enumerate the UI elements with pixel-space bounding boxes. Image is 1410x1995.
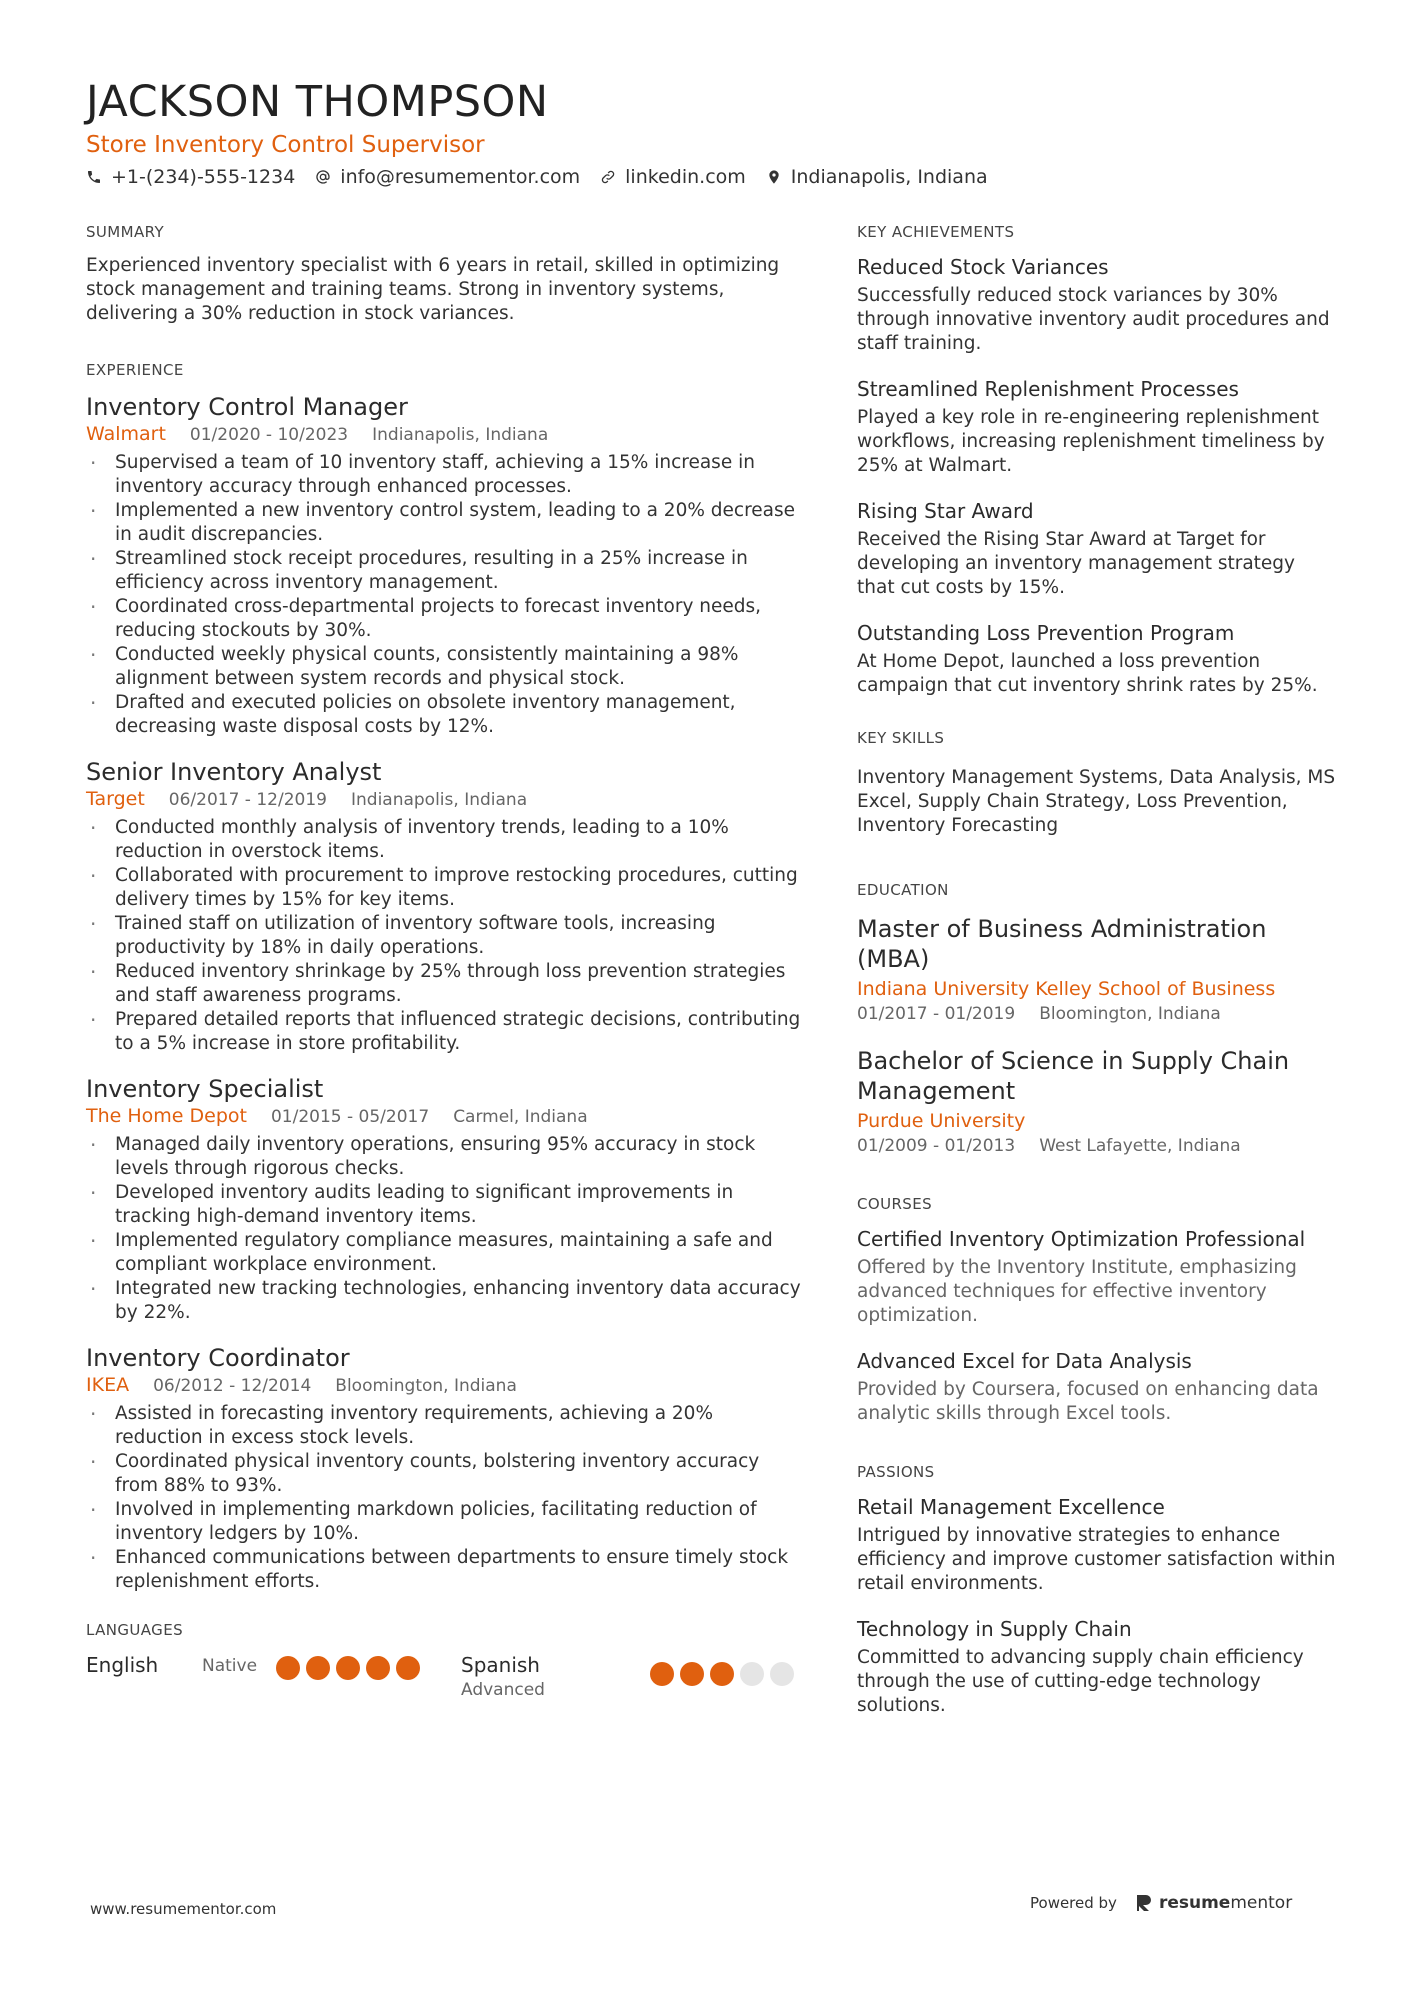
job-entry <box>86 1074 804 1325</box>
bullet-item: · Drafted and executed policies on obsolete inventory management, decreasing waste disposal costs by 12%. <box>86 691 804 739</box>
candidate-name: JACKSON THOMPSON <box>86 77 549 127</box>
education-meta <box>857 1134 1337 1158</box>
bullet-item: · Implemented regulatory compliance measures, maintaining a safe and compliant workplace environment. <box>86 1229 804 1277</box>
language-rating <box>650 1662 794 1686</box>
summary-heading: SUMMARY <box>86 223 165 241</box>
contact-phone <box>86 166 295 188</box>
rating-dot-filled <box>680 1662 704 1686</box>
rating-dot-filled <box>306 1656 330 1680</box>
contact-email-text: info@resumementor.com <box>340 166 581 188</box>
achievement-item <box>857 376 1337 478</box>
left-column <box>86 222 804 1728</box>
contact-linkedin-text: linkedin.com <box>625 166 746 188</box>
at-icon <box>315 169 331 185</box>
job-company: The Home Depot <box>86 1105 247 1127</box>
job-bullets <box>86 816 804 1056</box>
passions-section <box>857 1462 1337 1718</box>
achievement-title: Reduced Stock Variances <box>857 255 1109 279</box>
education-school: Purdue University <box>857 1110 1026 1132</box>
course-item <box>857 1226 1337 1328</box>
education-degree: Bachelor of Science in Supply Chain Management <box>857 1047 1290 1105</box>
job-title: Senior Inventory Analyst <box>86 758 382 786</box>
job-entry <box>86 757 804 1056</box>
job-bullets <box>86 1133 804 1325</box>
job-company: Walmart <box>86 423 166 445</box>
languages-row <box>86 1652 804 1702</box>
bullet-item: · Supervised a team of 10 inventory staff, achieving a 15% increase in inventory accuracy through enhanced processes. <box>86 451 804 499</box>
brand-mark-icon <box>1135 1893 1153 1913</box>
contact-email <box>315 166 580 188</box>
course-desc: Provided by Coursera, focused on enhancing data analytic skills through Excel tools. <box>857 1379 1319 1424</box>
language-level: Native <box>202 1656 258 1676</box>
course-title: Advanced Excel for Data Analysis <box>857 1349 1192 1373</box>
job-dates: 06/2012 - 12/2014 <box>153 1376 312 1396</box>
achievement-desc: Played a key role in re-engineering replenishment workflows, increasing replenishment timeliness by 25% at Walmart. <box>857 407 1325 476</box>
courses-heading: COURSES <box>857 1195 933 1213</box>
achievement-desc: Received the Rising Star Award at Target for developing an inventory management strategy that cut costs by 15%. <box>857 529 1295 598</box>
passion-item <box>857 1616 1337 1718</box>
job-meta <box>86 1373 804 1398</box>
bullet-item: · Prepared detailed reports that influenced strategic decisions, contributing to a 5% increase in store profitability. <box>86 1008 804 1056</box>
footer-branding <box>1030 1893 1292 1913</box>
achievement-title: Rising Star Award <box>857 499 1034 523</box>
passion-title: Retail Management Excellence <box>857 1495 1165 1519</box>
language-spanish <box>461 1652 794 1702</box>
phone-icon <box>86 169 102 185</box>
passion-desc: Intrigued by innovative strategies to enhance efficiency and improve customer satisfaction within retail environments. <box>857 1525 1336 1594</box>
passions-heading: PASSIONS <box>857 1463 935 1481</box>
achievement-item <box>857 620 1337 698</box>
language-level: Advanced <box>461 1680 545 1700</box>
passion-title: Technology in Supply Chain <box>857 1617 1132 1641</box>
education-item <box>857 914 1337 1026</box>
job-dates: 01/2015 - 05/2017 <box>270 1107 430 1127</box>
job-dates: 01/2020 - 10/2023 <box>189 425 349 445</box>
course-item <box>857 1348 1337 1426</box>
education-school: Indiana University Kelley School of Business <box>857 978 1276 1000</box>
brand-name-bold: resume <box>1158 1893 1231 1913</box>
bullet-item: · Trained staff on utilization of inventory software tools, increasing productivity by 18% in daily operations. <box>86 912 804 960</box>
achievement-title: Outstanding Loss Prevention Program <box>857 621 1235 645</box>
right-column <box>857 222 1337 1744</box>
education-meta <box>857 1002 1337 1026</box>
course-desc: Offered by the Inventory Institute, emphasizing advanced techniques for effective inventory optimization. <box>857 1257 1297 1326</box>
education-dates: 01/2009 - 01/2013 <box>857 1136 1016 1156</box>
bullet-item: · Enhanced communications between departments to ensure timely stock replenishment efforts. <box>86 1546 804 1594</box>
achievements-section <box>857 222 1337 698</box>
job-bullets <box>86 1402 804 1594</box>
job-location: Indianapolis, Indiana <box>350 790 528 810</box>
bullet-item: · Conducted weekly physical counts, consistently maintaining a 98% alignment between system records and physical stock. <box>86 643 804 691</box>
bullet-item: · Assisted in forecasting inventory requirements, achieving a 20% reduction in excess stock levels. <box>86 1402 804 1450</box>
job-meta <box>86 787 804 812</box>
job-location: Carmel, Indiana <box>453 1107 588 1127</box>
summary-text: Experienced inventory specialist with 6 years in retail, skilled in optimizing stock management and training teams. Strong in inventory systems, delivering a 30% reduction in stock variances. <box>86 255 780 324</box>
bullet-item: · Streamlined stock receipt procedures, resulting in a 25% increase in efficiency across inventory management. <box>86 547 804 595</box>
contact-location-text: Indianapolis, Indiana <box>790 166 988 188</box>
achievements-heading: KEY ACHIEVEMENTS <box>857 223 1015 241</box>
job-meta <box>86 422 804 447</box>
achievement-item <box>857 498 1337 600</box>
bullet-item: · Developed inventory audits leading to significant improvements in tracking high-demand inventory items. <box>86 1181 804 1229</box>
powered-by-label: Powered by <box>1030 1894 1117 1912</box>
job-dates: 06/2017 - 12/2019 <box>168 790 327 810</box>
bullet-item: · Implemented a new inventory control system, leading to a 20% decrease in audit discrepancies. <box>86 499 804 547</box>
skills-section <box>857 728 1337 838</box>
language-rating <box>276 1656 420 1680</box>
bullet-item: · Involved in implementing markdown policies, facilitating reduction of inventory ledgers by 10%. <box>86 1498 804 1546</box>
job-location: Indianapolis, Indiana <box>372 425 549 445</box>
education-location: West Lafayette, Indiana <box>1039 1136 1241 1156</box>
contact-phone-text: +1-(234)-555-1234 <box>111 166 296 188</box>
job-bullets <box>86 451 804 739</box>
brand-logo[interactable] <box>1135 1893 1292 1913</box>
achievement-item <box>857 254 1337 356</box>
bullet-item: · Coordinated physical inventory counts, bolstering inventory accuracy from 88% to 93%. <box>86 1450 804 1498</box>
bullet-item: · Coordinated cross-departmental projects to forecast inventory needs, reducing stockouts by 30%. <box>86 595 804 643</box>
education-dates: 01/2017 - 01/2019 <box>857 1004 1016 1024</box>
achievement-desc: At Home Depot, launched a loss prevention campaign that cut inventory shrink rates by 25%. <box>857 651 1318 696</box>
rating-dot-empty <box>740 1662 764 1686</box>
brand-name-rest: mentor <box>1230 1893 1293 1913</box>
job-company: IKEA <box>86 1374 130 1396</box>
education-item <box>857 1046 1337 1158</box>
job-location: Bloomington, Indiana <box>335 1376 517 1396</box>
education-degree: Master of Business Administration (MBA) <box>857 915 1267 973</box>
candidate-title: Store Inventory Control Supervisor <box>86 132 485 158</box>
achievement-desc: Successfully reduced stock variances by 30% through innovative inventory audit procedures and staff training. <box>857 285 1330 354</box>
location-icon <box>766 169 782 185</box>
footer-website[interactable]: www.resumementor.com <box>90 1900 277 1918</box>
job-title: Inventory Control Manager <box>86 393 408 421</box>
education-location: Bloomington, Indiana <box>1039 1004 1221 1024</box>
experience-heading: EXPERIENCE <box>86 361 184 379</box>
link-icon <box>600 169 616 185</box>
languages-heading: LANGUAGES <box>86 1621 184 1639</box>
job-entry <box>86 1343 804 1594</box>
contact-location <box>766 166 988 188</box>
rating-dot-filled <box>710 1662 734 1686</box>
rating-dot-filled <box>650 1662 674 1686</box>
rating-dot-filled <box>366 1656 390 1680</box>
rating-dot-filled <box>336 1656 360 1680</box>
job-title: Inventory Specialist <box>86 1075 324 1103</box>
bullet-item: · Collaborated with procurement to improve restocking procedures, cutting delivery times by 15% for key items. <box>86 864 804 912</box>
languages-section <box>86 1620 804 1702</box>
education-section <box>857 880 1337 1158</box>
course-title: Certified Inventory Optimization Professional <box>857 1227 1306 1251</box>
language-name: English <box>86 1653 159 1677</box>
skills-heading: KEY SKILLS <box>857 729 945 747</box>
skills-text: Inventory Management Systems, Data Analysis, MS Excel, Supply Chain Strategy, Loss Prevention, Inventory Forecasting <box>857 767 1336 836</box>
passion-desc: Committed to advancing supply chain efficiency through the use of cutting-edge technology solutions. <box>857 1647 1304 1716</box>
rating-dot-filled <box>396 1656 420 1680</box>
job-entry <box>86 392 804 739</box>
bullet-item: · Integrated new tracking technologies, enhancing inventory data accuracy by 22%. <box>86 1277 804 1325</box>
job-meta <box>86 1104 804 1129</box>
passion-item <box>857 1494 1337 1596</box>
bullet-item: · Conducted monthly analysis of inventory trends, leading to a 10% reduction in overstock items. <box>86 816 804 864</box>
bullet-item: · Reduced inventory shrinkage by 25% through loss prevention strategies and staff awareness programs. <box>86 960 804 1008</box>
contact-row <box>86 166 1336 188</box>
bullet-item: · Managed daily inventory operations, ensuring 95% accuracy in stock levels through rigorous checks. <box>86 1133 804 1181</box>
language-name: Spanish <box>461 1653 540 1677</box>
summary-section <box>86 222 804 326</box>
contact-linkedin <box>600 166 746 188</box>
achievement-title: Streamlined Replenishment Processes <box>857 377 1239 401</box>
education-heading: EDUCATION <box>857 881 949 899</box>
rating-dot-filled <box>276 1656 300 1680</box>
experience-section <box>86 360 804 1594</box>
job-title: Inventory Coordinator <box>86 1344 350 1372</box>
job-company: Target <box>86 788 145 810</box>
resume-header <box>86 76 1336 188</box>
language-english <box>86 1652 461 1680</box>
rating-dot-empty <box>770 1662 794 1686</box>
courses-section <box>857 1194 1337 1426</box>
